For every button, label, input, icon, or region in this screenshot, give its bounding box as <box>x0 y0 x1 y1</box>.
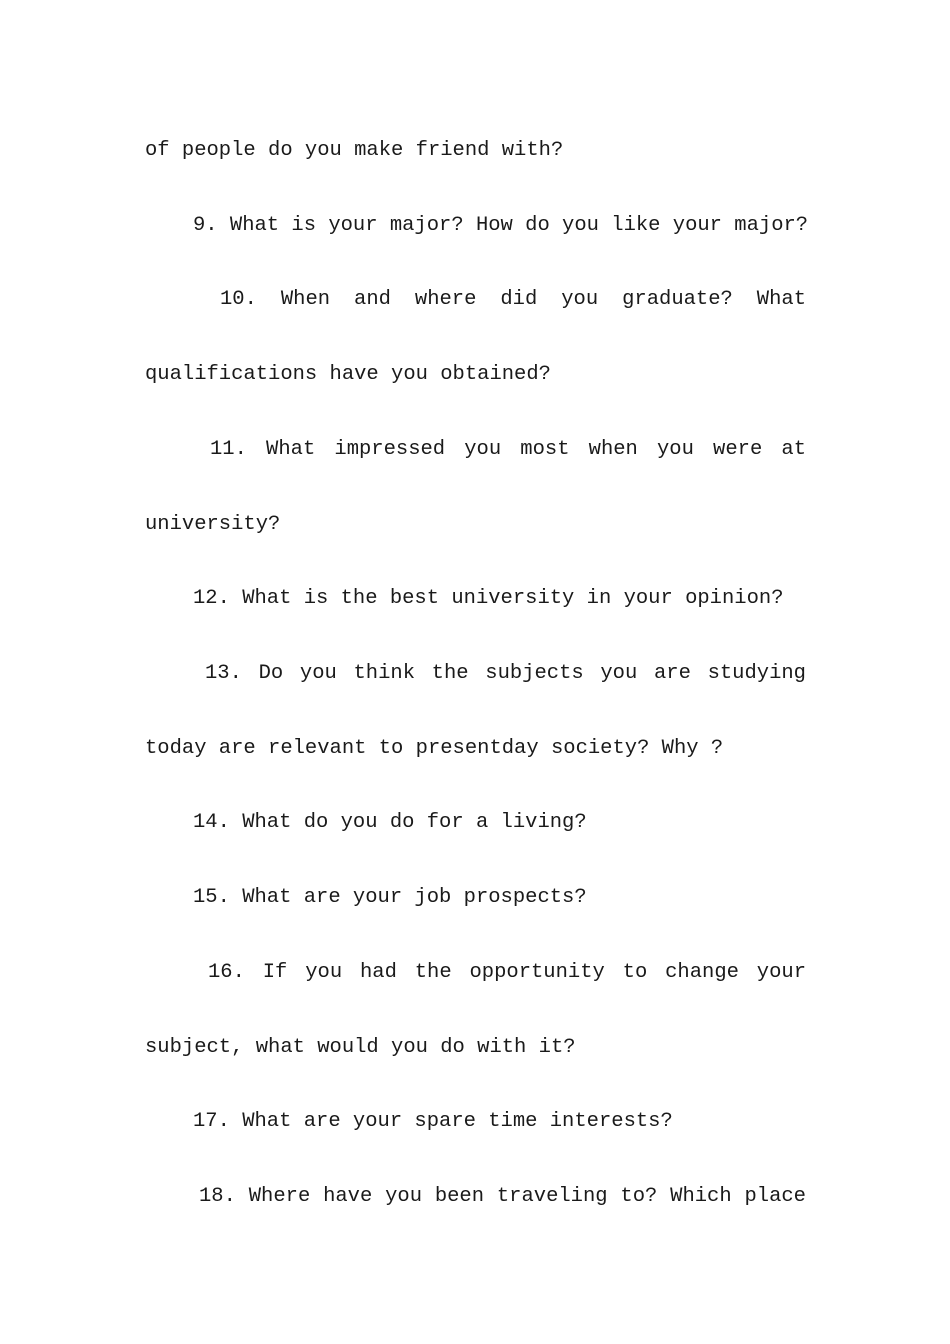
question-17: 17. What are your spare time interests? <box>193 1110 673 1133</box>
question-14: 14. What do you do for a living? <box>193 811 587 834</box>
question-9: 9. What is your major? How do you like your major? <box>193 214 809 237</box>
text-line: today are relevant to presentday society? Why ? <box>145 737 724 760</box>
text-line: of people do you make friend with? <box>145 139 564 162</box>
text-line: subject, what would you do with it? <box>145 1036 576 1059</box>
question-10: 10. When and where did you graduate? What <box>220 288 806 311</box>
text-line: qualifications have you obtained? <box>145 363 551 386</box>
text-line: university? <box>145 513 281 536</box>
question-15: 15. What are your job prospects? <box>193 886 587 909</box>
question-13: 13. Do you think the subjects you are studying <box>205 662 806 685</box>
question-18: 18. Where have you been traveling to? Which place <box>199 1185 806 1208</box>
question-16: 16. If you had the opportunity to change your <box>208 961 806 984</box>
question-11: 11. What impressed you most when you were at <box>210 438 806 461</box>
question-12: 12. What is the best university in your opinion? <box>193 587 784 610</box>
